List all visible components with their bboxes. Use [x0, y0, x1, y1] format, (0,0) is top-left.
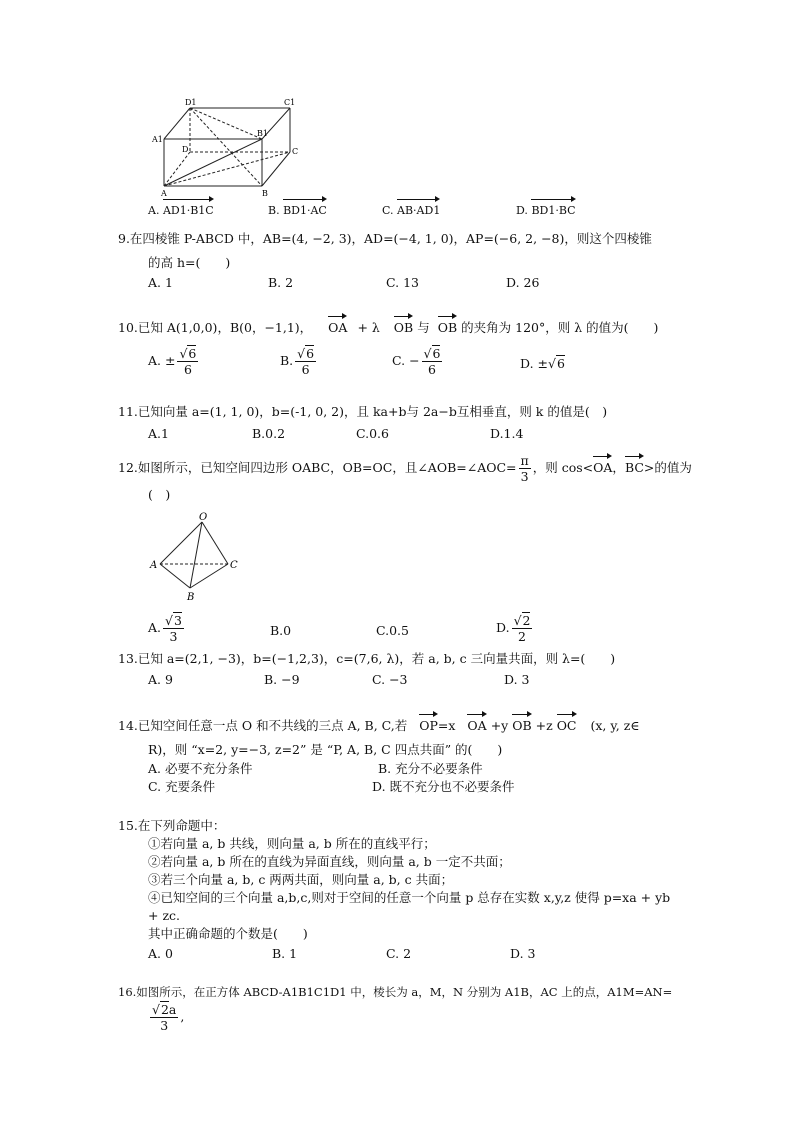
q8-option-b-vectors: BD1·AC [283, 202, 327, 220]
fig8-label-b1: B1 [257, 129, 268, 138]
q11-option-b: B.0.2 [252, 426, 286, 441]
q10-option-b: B. $\frac{√6}{6}$ [280, 346, 315, 377]
q9-line2: 的高 h=( ) [148, 255, 231, 270]
q12-option-a: A. $\frac{√3}{3}$ [148, 613, 182, 644]
q11-option-a: A.1 [148, 426, 169, 441]
q10-option-d: D. ±√6 [520, 356, 565, 371]
q14-line2: R)，则 “x=2, y=−3, z=2” 是 “P, A, B, C 四点共面” 的( ) [148, 742, 503, 757]
q14-option-a: A. 必要不充分条件 [148, 761, 253, 776]
q12-vec-oa: OA [593, 460, 613, 475]
q13-option-c: C. −3 [372, 672, 408, 687]
q8-option-d-vectors: BD1·BC [531, 202, 575, 220]
q8-option-a-vectors: AD1·B1C [163, 202, 214, 220]
q13-stem: 13.已知 a=(2,1, −3)，b=(−1,2,3)，c=(7,6, λ)，若 a, b, c 三向量共面，则 λ=( ) [118, 651, 616, 666]
q15-option-d: D. 3 [510, 946, 536, 961]
q15-statement-2: ②若向量 a, b 所在的直线为异面直线，则向量 a, b 一定不共面； [148, 854, 511, 869]
fig8-label-d1: D1 [185, 98, 197, 107]
q8-option-c: C. AB·AD1 [382, 202, 440, 220]
q15-statement-4b: + zc. [148, 908, 181, 923]
q16-fraction: $\frac{√2a}{3}$ , [152, 1002, 185, 1033]
q15-question: 其中正确命题的个数是( ) [148, 926, 308, 941]
q9-option-b: B. 2 [268, 275, 294, 290]
fraction: $\frac{√2}{2}$ [513, 613, 531, 644]
q8-figure [150, 96, 310, 201]
q15-statement-3: ③若三个向量 a, b, c 两两共面，则向量 a, b, c 共面； [148, 872, 454, 887]
q12-figure [148, 510, 248, 602]
fraction: $\frac{√3}{3}$ [165, 613, 182, 644]
q12-stem: 12.如图所示，已知空间四边形 OABC，OB=OC，且∠AOB=∠AOC= $\frac{\pi}{3}$ ，则 cos<OA，BC>的值为 [118, 453, 692, 484]
fig8-label-a1: A1 [152, 135, 163, 144]
fig8-label-b: B [262, 189, 268, 198]
q14-vec-oa: OA [467, 718, 487, 733]
q15-title: 15.在下列命题中： [118, 818, 226, 833]
q14-stem: 14.已知空间任意一点 O 和不共线的三点 A, B, C,若 OP=x OA +y OB +z OC (x, y, z∈ [118, 718, 640, 733]
q14-option-d: D. 既不充分也不必要条件 [372, 779, 515, 794]
q11-stem: 11.已知向量 a=(1, 1, 0)，b=(-1, 0, 2)，且 ka+b与 2a−b互相垂直，则 k 的值是( ) [118, 404, 608, 419]
fraction: $\frac{√2a}{3}$ [152, 1002, 177, 1033]
fig8-label-a: A [161, 189, 167, 198]
q15-option-c: C. 2 [386, 946, 412, 961]
q13-option-b: B. −9 [264, 672, 300, 687]
q10-option-a: A. ± $\frac{√6}{6}$ [148, 346, 197, 377]
q10-vec-ob2: OB [437, 320, 458, 335]
q13-option-a: A. 9 [148, 672, 173, 687]
q14-option-c: C. 充要条件 [148, 779, 216, 794]
q11-option-c: C.0.6 [356, 426, 389, 441]
q14-vec-op: OP [419, 718, 438, 733]
q10-vec-ob: OB [393, 320, 414, 335]
q9-option-a: A. 1 [148, 275, 173, 290]
q15-option-b: B. 1 [272, 946, 298, 961]
q10-option-c: C. − $\frac{√6}{6}$ [392, 346, 441, 377]
q9-option-c: C. 13 [386, 275, 419, 290]
fig8-label-c: C [292, 147, 299, 156]
q8-option-a: A. AD1·B1C [148, 202, 214, 220]
q10-vec-oa: OA [328, 320, 348, 335]
fraction: $\frac{√6}{6}$ [179, 346, 197, 377]
q14-vec-ob: OB [512, 718, 532, 733]
fraction: $\frac{\pi}{3}$ [520, 453, 529, 484]
fraction: $\frac{√6}{6}$ [297, 346, 315, 377]
q11-option-d: D.1.4 [490, 426, 524, 441]
q12-option-d: D. $\frac{√2}{2}$ [496, 613, 531, 644]
fig12-label-c: C [230, 560, 238, 571]
fig12-label-a: A [150, 560, 158, 571]
q16-stem: 16.如图所示，在正方体 ABCD-A1B1C1D1 中，棱长为 a，M，N 分别为 A1B，AC 上的点，A1M=AN= [118, 985, 673, 999]
q9-option-d: D. 26 [506, 275, 540, 290]
fig12-label-o: O [199, 512, 208, 523]
q12-option-b: B.0 [270, 623, 292, 638]
q14-option-b: B. 充分不必要条件 [378, 761, 483, 776]
q8-option-d: D. BD1·BC [516, 202, 576, 220]
q12-paren: ( ) [148, 487, 171, 502]
fig8-label-d: D [182, 145, 189, 154]
fraction: $\frac{√6}{6}$ [423, 346, 441, 377]
q15-statement-4a: ④已知空间的三个向量 a,b,c,则对于空间的任意一个向量 p 总存在实数 x,y,z 使得 p=xa + yb [148, 890, 671, 905]
fig12-label-b: B [187, 592, 195, 602]
q13-option-d: D. 3 [504, 672, 530, 687]
q15-statement-1: ①若向量 a, b 共线，则向量 a, b 所在的直线平行； [148, 836, 436, 851]
q12-vec-bc: BC [624, 460, 644, 475]
q8-option-c-vectors: AB·AD1 [397, 202, 440, 220]
q8-option-b: B. BD1·AC [268, 202, 327, 220]
fig8-label-c1: C1 [284, 98, 296, 107]
q12-option-c: C.0.5 [376, 623, 409, 638]
q15-option-a: A. 0 [148, 946, 173, 961]
q9-line1: 9.在四棱锥 P-ABCD 中，AB=(4, −2, 3)，AD=(−4, 1, 0)，AP=(−6, 2, −8)，则这个四棱锥 [118, 231, 652, 246]
q10-stem: 10.已知 A(1,0,0)，B(0，−1,1)， OA + λ OB 与 OB 的夹角为 120°，则 λ 的值为( ) [118, 320, 659, 335]
q14-vec-oc: OC [556, 718, 577, 733]
